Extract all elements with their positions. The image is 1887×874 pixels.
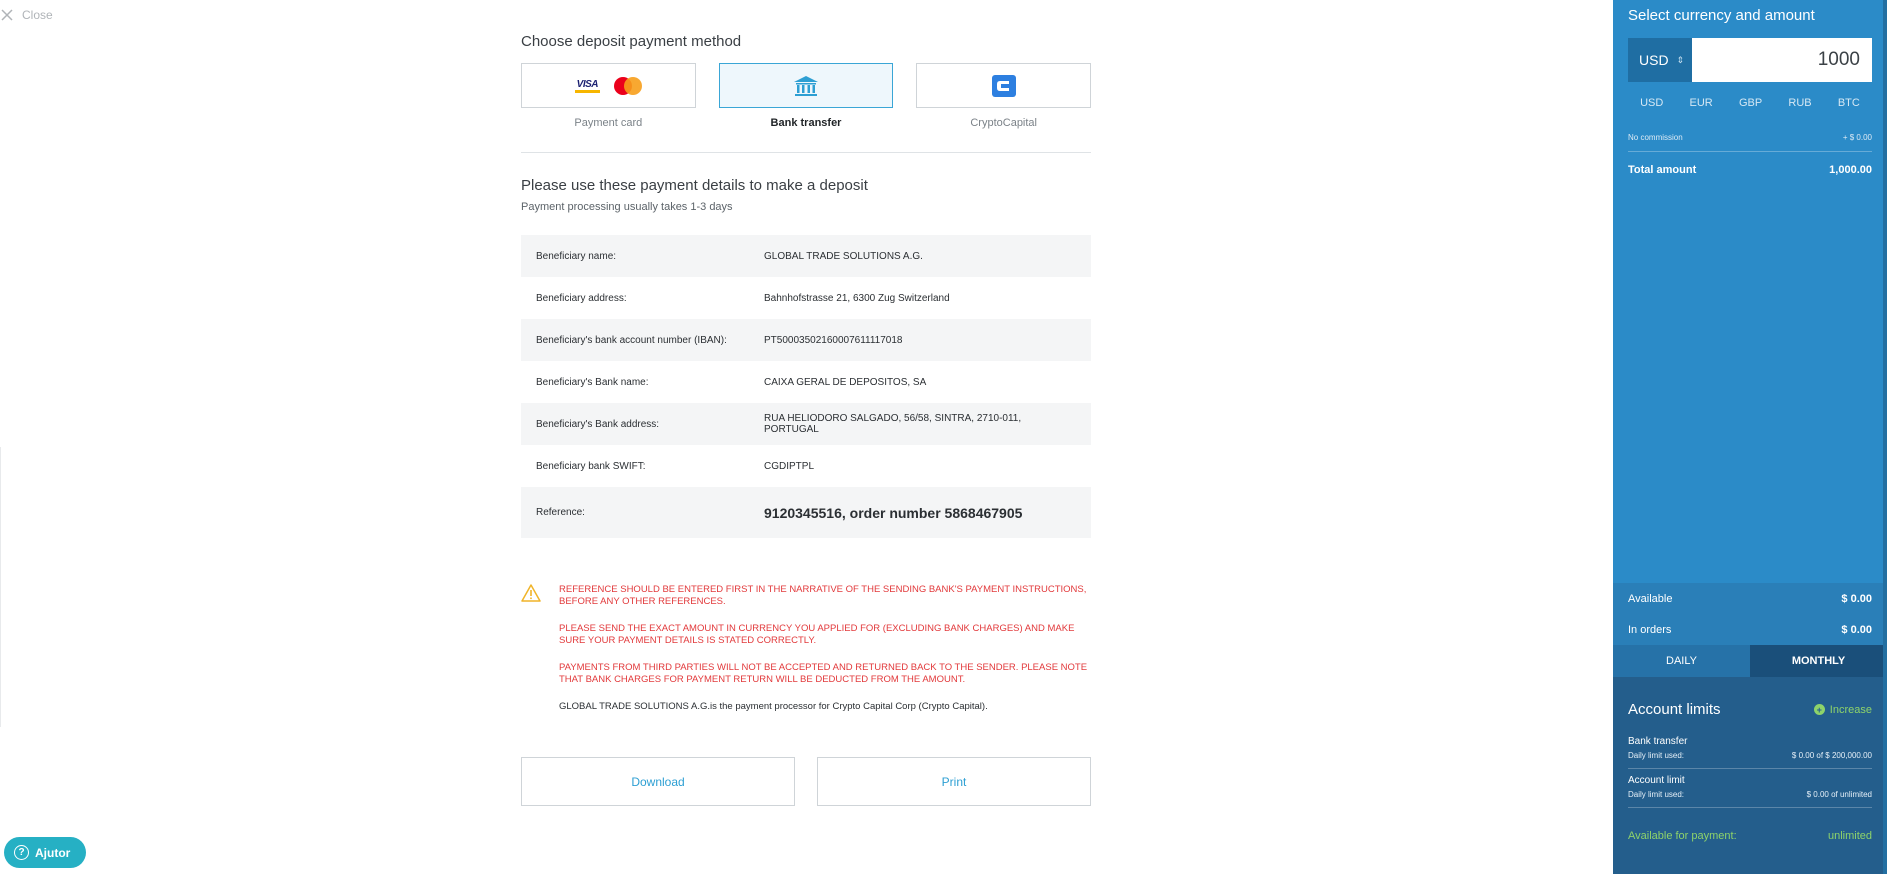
table-row [521,277,1091,319]
row-key: Beneficiary name: [536,250,617,262]
help-button[interactable] [4,837,86,868]
limits-divider [1628,768,1872,769]
available-payment-row [1613,830,1887,842]
payment-details-table [521,235,1091,538]
method-cryptocapital[interactable] [916,63,1091,129]
row-value: GLOBAL TRADE SOLUTIONS A.G. [764,250,923,262]
currency-option[interactable]: USD [1640,97,1664,109]
account-limit [1613,775,1887,799]
method-cryptocapital-box[interactable] [916,63,1091,108]
payment-methods [521,63,1091,129]
sidebar-edge [1883,0,1887,874]
limits-title: Account limits [1628,701,1721,718]
method-bank-transfer-box[interactable] [719,63,894,108]
available-payment-value: unlimited [1827,830,1872,842]
print-button[interactable]: Print [817,757,1091,806]
balance-section [1613,583,1887,874]
in-orders-label: In orders [1628,623,1672,636]
currency-sidebar [1613,0,1887,874]
commission-row [1628,133,1872,151]
amount-input[interactable]: 1000 [1692,38,1872,82]
available-label: Available [1628,592,1673,605]
method-payment-card-box[interactable] [521,63,696,108]
account-daily-value: $ 0.00 of unlimited [1806,790,1872,799]
currency-list [1613,95,1887,111]
increase-button[interactable] [1814,704,1872,716]
row-key: Beneficiary's bank account number (IBAN): [536,334,727,346]
commission-value: + $ 0.00 [1842,133,1872,142]
total-value: 1,000.00 [1829,164,1872,176]
bank-daily-value: $ 0.00 of $ 200,000.00 [1791,751,1872,760]
close-icon [0,8,14,22]
warning-note: PLEASE SEND THE EXACT AMOUNT IN CURRENCY YOU APPLIED FOR (EXCLUDING BANK CHARGES) AND MAKE SURE YOUR PAYMENT DETAILS IS STATED CORRECTLY. [559,623,1075,646]
close-button[interactable] [0,8,53,22]
bank-daily-label: Daily limit used: [1628,751,1685,760]
method-payment-card-label: Payment card [574,117,643,129]
row-value: Bahnhofstrasse 21, 6300 Zug Switzerland [764,292,950,304]
available-value: $ 0.00 [1841,592,1872,605]
row-key: Beneficiary address: [536,292,627,304]
actions [521,757,1091,806]
limit-tabs [1613,645,1887,677]
bank-transfer-limit [1613,736,1887,760]
deposit-main [521,0,1091,806]
left-edge-line [0,447,1,727]
plus-circle-icon: + [1814,704,1825,715]
currency-option[interactable]: RUB [1788,97,1812,109]
total-label: Total amount [1628,164,1697,176]
visa-icon: VISA [575,79,600,93]
sidebar-title: Select currency and amount [1628,7,1815,24]
close-label: Close [22,8,53,22]
tab-monthly[interactable]: MONTHLY [1750,645,1887,677]
details-title: Please use these payment details to make a deposit [521,177,868,194]
warning-note: PAYMENTS FROM THIRD PARTIES WILL NOT BE ACCEPTED AND RETURNED BACK TO THE SENDER. PLEASE NOTE THAT BANK CHARGES FOR PAYMENT RETURN WILL BE DEDUCTED FROM THE AMOUNT. [559,662,1088,685]
sort-arrows-icon: ⇕ [1676,54,1685,65]
details-subtitle: Payment processing usually takes 1-3 days [521,201,733,213]
increase-label: Increase [1829,703,1872,716]
download-button[interactable]: Download [521,757,795,806]
bank-icon [793,75,819,97]
available-payment-label: Available for payment: [1628,830,1737,842]
commission-label: No commission [1628,133,1683,142]
selected-currency: USD [1639,52,1669,68]
method-cryptocapital-label: CryptoCapital [970,117,1037,129]
account-limit-label: Account limit [1628,775,1685,786]
available-row [1613,583,1887,614]
row-key: Beneficiary's Bank name: [536,376,649,388]
row-key: Beneficiary bank SWIFT: [536,460,646,472]
table-row [521,445,1091,487]
payment-method-title: Choose deposit payment method [521,33,742,50]
divider [521,152,1091,153]
help-label: Ajutor [35,845,71,860]
currency-option[interactable]: EUR [1689,97,1713,109]
bank-transfer-label: Bank transfer [1628,736,1688,747]
row-value: PT50003502160007611117018 [764,334,903,346]
account-daily-label: Daily limit used: [1628,790,1685,799]
in-orders-row [1613,614,1887,645]
limits-divider [1628,807,1872,808]
method-payment-card[interactable] [521,63,696,129]
amount-input-group [1628,38,1872,82]
row-value: CGDIPTPL [764,460,815,472]
table-row-reference [521,487,1091,538]
question-icon: ? [14,845,29,860]
currency-option[interactable]: BTC [1837,97,1860,109]
method-bank-transfer[interactable] [719,63,894,129]
warning-icon [521,584,541,602]
table-row [521,319,1091,361]
table-row [521,403,1091,445]
total-row [1628,152,1872,176]
mastercard-icon [614,77,642,95]
account-limits [1613,677,1887,874]
row-value: RUA HELIODORO SALGADO, 56/58, SINTRA, 2710-011, PORTUGAL [764,413,1022,435]
currency-select[interactable] [1628,38,1692,82]
processor-note: GLOBAL TRADE SOLUTIONS A.G.is the payment processor for Crypto Capital Corp (Crypto Capital). [559,701,988,712]
table-row [521,361,1091,403]
table-row [521,235,1091,277]
cryptocapital-icon [991,74,1017,98]
in-orders-value: $ 0.00 [1841,623,1872,636]
reference-value: 9120345516, order number 5868467905 [764,504,1023,521]
currency-option[interactable]: GBP [1738,97,1763,109]
payment-notes [521,584,1091,728]
warning-note: REFERENCE SHOULD BE ENTERED FIRST IN THE NARRATIVE OF THE SENDING BANK'S PAYMENT INSTRUCTIONS, BEFORE ANY OTHER REFERENCES. [559,584,1087,607]
row-value: CAIXA GERAL DE DEPOSITOS, SA [764,376,927,388]
tab-daily[interactable]: DAILY [1613,645,1750,677]
row-key: Beneficiary's Bank address: [536,418,660,430]
row-key: Reference: [536,507,585,518]
method-bank-transfer-label: Bank transfer [770,117,842,129]
